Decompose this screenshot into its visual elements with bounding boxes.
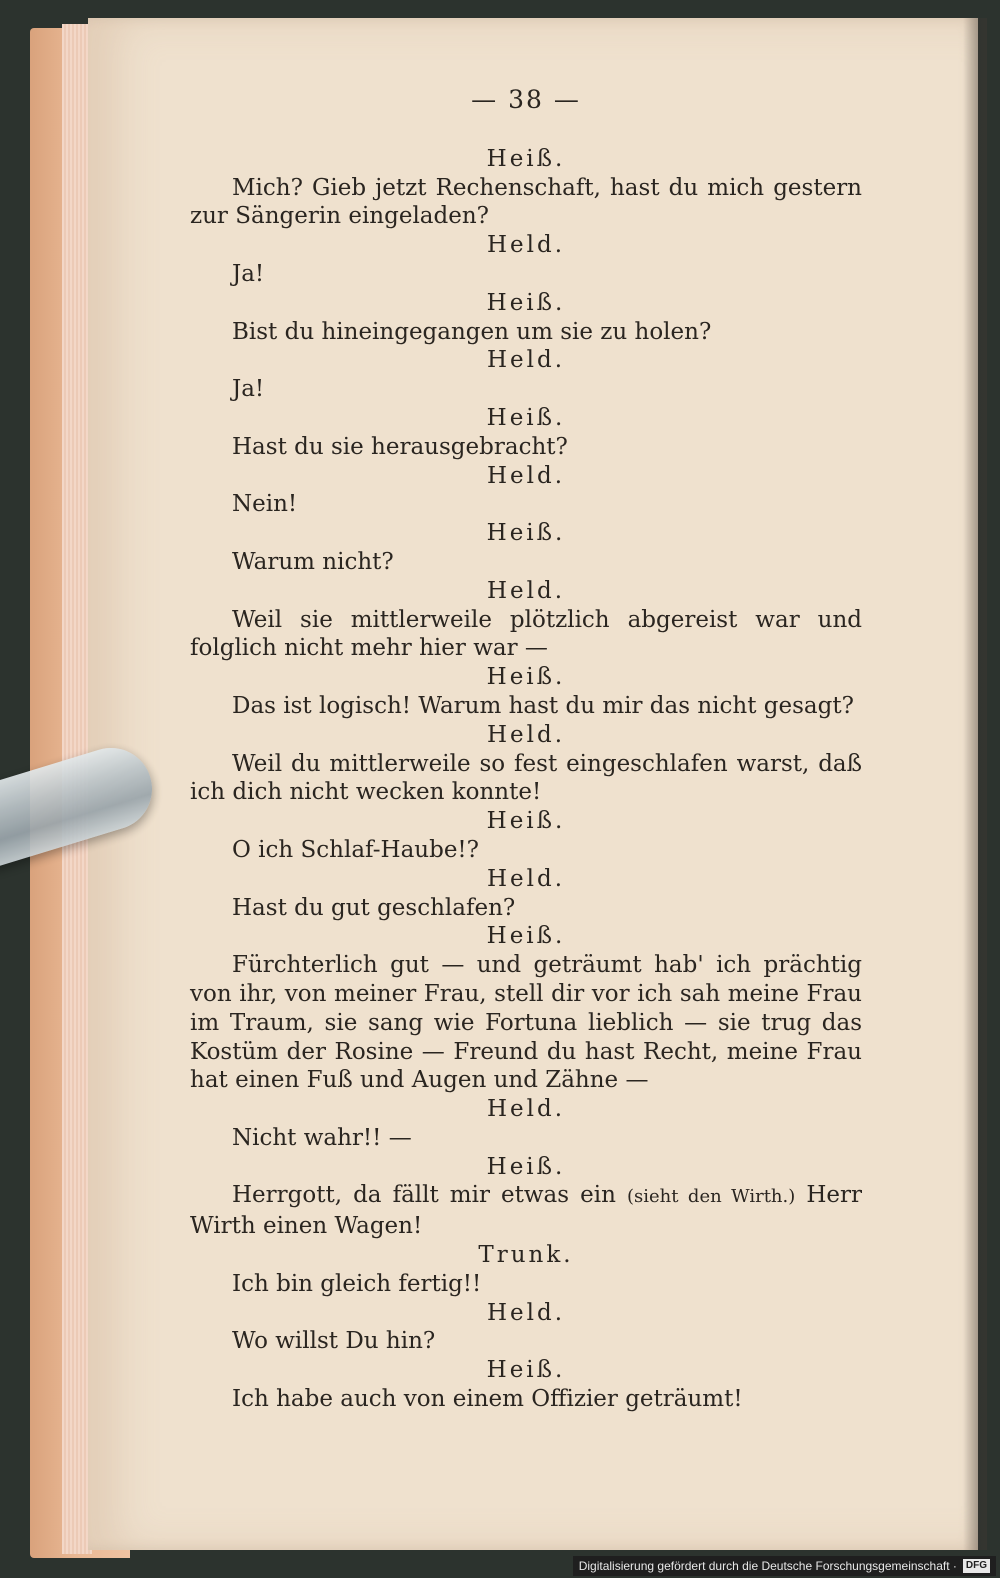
- credit-text: Digitalisierung gefördert durch die Deutsche Forschungsgemeinschaft ·: [578, 1559, 957, 1573]
- dialogue-line: Nicht wahr!! —: [232, 1124, 412, 1151]
- spine-shadow: [963, 18, 987, 1550]
- dialogue-line: Hast du gut geschlafen?: [232, 894, 516, 921]
- dialogue-line: Bist du hineingegangen um sie zu holen?: [232, 318, 712, 345]
- dialogue-line: Warum nicht?: [232, 548, 394, 575]
- dialogue-line: Fürchterlich gut — und geträumt hab' ich prächtig von ihr, von meiner Frau, stell dir vor ich sah meine Frau im Traum, sie sang wie Fortuna lieblich — sie trug das Kostüm der Rosine — Freund du hast Recht, meine Frau hat einen Fuß und Augen und Zähne —: [190, 952, 862, 1094]
- speaker-label: Held.: [486, 577, 566, 604]
- dialogue-line: Ja!: [232, 260, 265, 287]
- dialogue-line: Ich bin gleich fertig!!: [232, 1270, 482, 1297]
- dialogue-line: [190, 1181, 862, 1241]
- dialogue-line: Weil du mittlerweile so fest eingeschlafen warst, daß ich dich nicht wecken konnte!: [190, 750, 862, 806]
- speaker-label: Held.: [486, 1096, 566, 1123]
- speaker-label: Heiß.: [486, 520, 566, 547]
- dialogue-line: Ja!: [232, 376, 265, 403]
- speaker-label: Heiß.: [486, 1357, 566, 1384]
- speaker-label: Heiß.: [486, 923, 566, 950]
- dialogue-text: Herrgott, da fällt mir etwas ein: [232, 1182, 616, 1209]
- speaker-label: Held.: [486, 347, 566, 374]
- dialogue-line: Ich habe auch von einem Offizier geträumt!: [232, 1386, 743, 1413]
- speaker-label: Held.: [486, 232, 566, 259]
- dialogue-line: Nein!: [232, 491, 298, 518]
- speaker-label: Held.: [486, 721, 566, 748]
- digitization-credit: [573, 1556, 996, 1576]
- dialogue-block: [190, 145, 862, 1414]
- dfg-logo-icon: DFG: [963, 1559, 990, 1573]
- dialogue-line: Wo willst Du hin?: [232, 1328, 436, 1355]
- speaker-label: Heiß.: [486, 664, 566, 691]
- speaker-label: Held.: [486, 462, 566, 489]
- speaker-label: Trunk.: [478, 1242, 574, 1269]
- dialogue-text-continued: Herr Wirth einen Wagen!: [190, 1182, 863, 1240]
- dialogue-line: O ich Schlaf-Haube!?: [232, 836, 480, 863]
- speaker-label: Heiß.: [486, 145, 566, 172]
- speaker-label: Held.: [486, 865, 566, 892]
- speaker-label: Held.: [486, 1299, 566, 1326]
- page-number: — 38 —: [471, 85, 581, 114]
- speaker-label: Heiß.: [486, 808, 566, 835]
- dialogue-line: Das ist logisch! Warum hast du mir das nicht gesagt?: [232, 692, 854, 719]
- page-text: [190, 86, 862, 1414]
- speaker-label: Heiß.: [486, 1153, 566, 1180]
- dialogue-line: Mich? Gieb jetzt Rechenschaft, hast du mich gestern zur Sängerin eingeladen?: [190, 174, 862, 230]
- dialogue-line: Weil sie mittlerweile plötzlich abgereist war und folglich nicht mehr hier war —: [190, 606, 862, 662]
- stage-direction: (sieht den Wirth.): [626, 1186, 796, 1208]
- speaker-label: Heiß.: [486, 289, 566, 316]
- dialogue-line: Hast du sie herausgebracht?: [232, 433, 568, 460]
- speaker-label: Heiß.: [486, 404, 566, 431]
